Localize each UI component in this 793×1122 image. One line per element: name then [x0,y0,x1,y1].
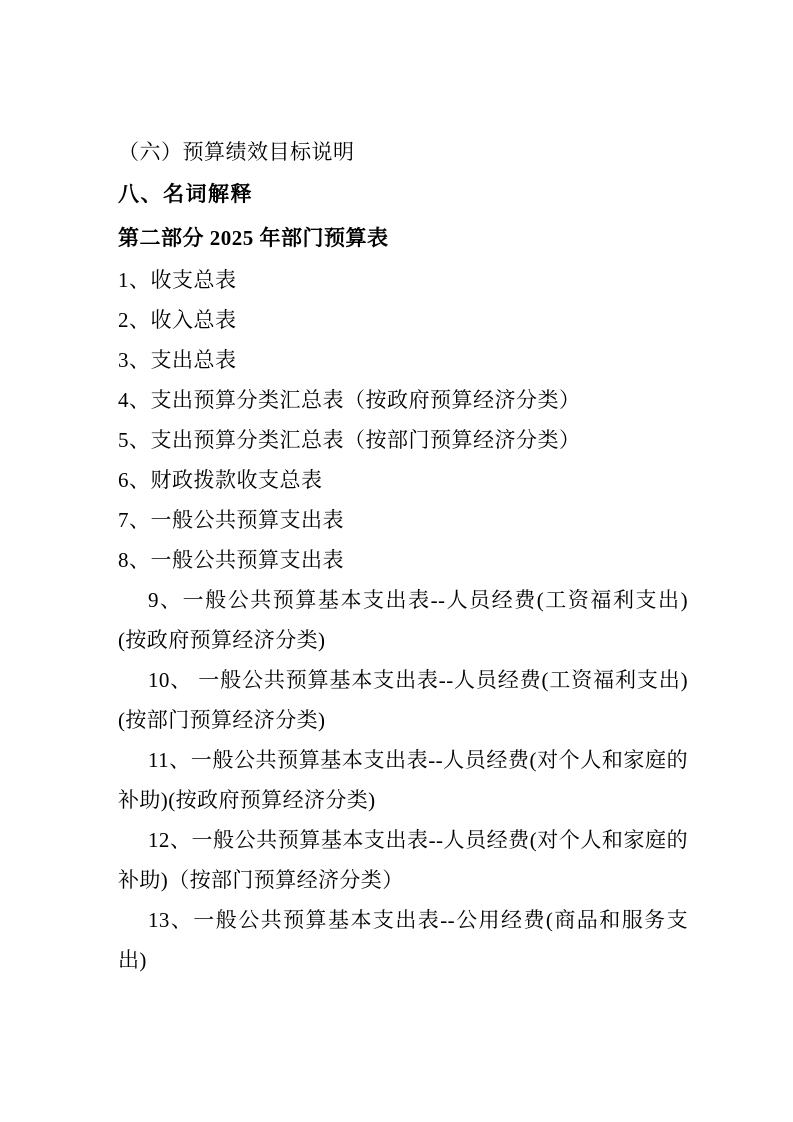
table-list-item-5: 5、支出预算分类汇总表（按部门预算经济分类） [118,428,581,452]
table-list-item-11: 11、一般公共预算基本支出表--人员经费(对个人和家庭的补助)(按政府预算经济分类) [118,748,688,812]
section-heading-glossary: 八、名词解释 [118,182,253,206]
table-list-item-8: 8、一般公共预算支出表 [118,548,344,572]
table-list-item-12: 12、一般公共预算基本支出表--人员经费(对个人和家庭的补助)（按部门预算经济分类） [118,828,688,892]
table-list-item-1: 1、收支总表 [118,268,237,292]
table-list-item-9: 9、一般公共预算基本支出表--人员经费(工资福利支出)(按政府预算经济分类) [118,588,688,652]
table-list-item-7: 7、一般公共预算支出表 [118,508,344,532]
table-list-item-13: 13、一般公共预算基本支出表--公用经费(商品和服务支出) [118,908,688,972]
toc-item-budget-performance: （六）预算绩效目标说明 [118,140,355,164]
table-list-item-2: 2、收入总表 [118,308,237,332]
part-heading-budget-tables: 第二部分 2025 年部门预算表 [118,226,389,250]
table-list-item-4: 4、支出预算分类汇总表（按政府预算经济分类） [118,388,581,412]
table-list-item-3: 3、支出总表 [118,348,237,372]
table-list-item-6: 6、财政拨款收支总表 [118,468,323,492]
table-list-item-10: 10、 一般公共预算基本支出表--人员经费(工资福利支出)(按部门预算经济分类) [118,668,688,732]
document-body [118,132,688,980]
